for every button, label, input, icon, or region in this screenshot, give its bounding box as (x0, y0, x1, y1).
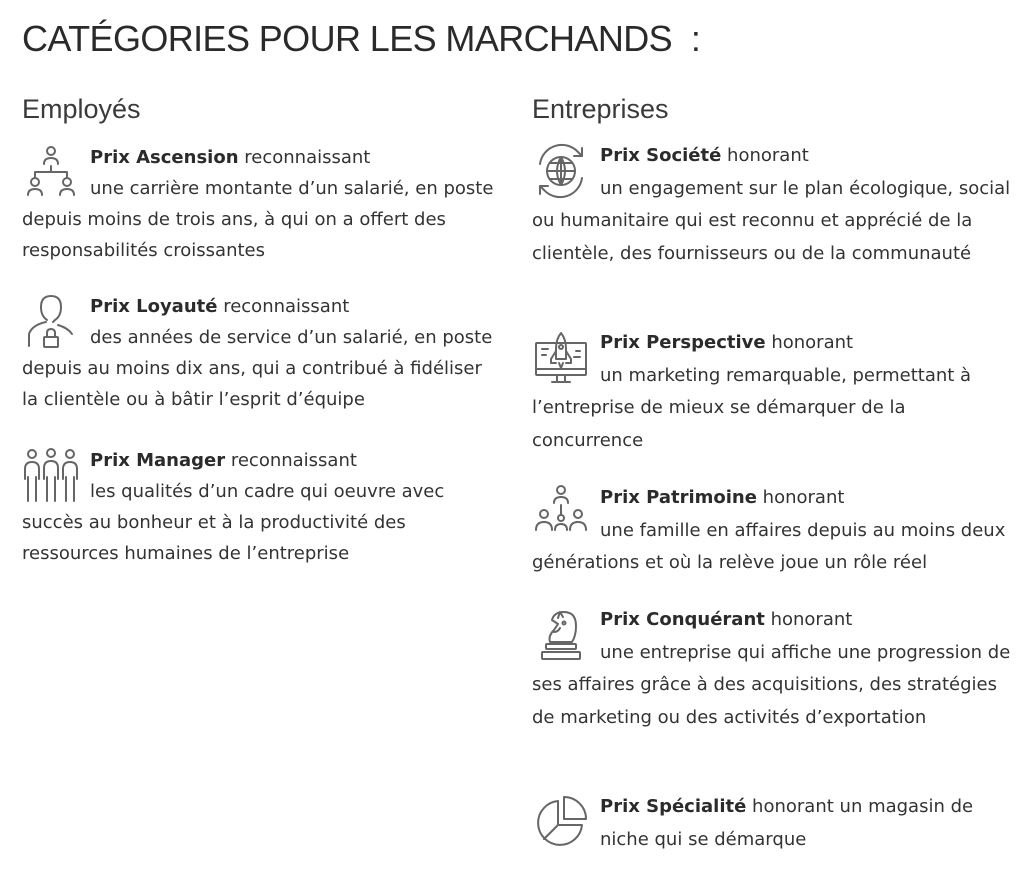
prize-ascension (22, 142, 497, 266)
globe-cycle-icon (532, 142, 592, 200)
prize-name: Prix Société (600, 145, 722, 166)
prize-description: une famille en affaires depuis au moins deux générations et où la relève joue un rôle réel (532, 519, 1006, 573)
page-title: CATÉGORIES POUR LES MARCHANDS : (22, 18, 701, 59)
pie-chart-icon (532, 793, 592, 851)
prize-loyaute (22, 291, 497, 415)
prize-name: Prix Perspective (600, 332, 766, 353)
prize-description: un engagement sur le plan écologique, social ou humanitaire qui est reconnu et apprécié de la clientèle, des fournisseurs ou de la communauté (532, 177, 1011, 264)
prize-description: une entreprise qui affiche une progression de ses affaires grâce à des acquisitions, des stratégies de marketing ou des activités d’exportation (532, 641, 1011, 728)
employes-heading: Employés (22, 94, 141, 124)
prize-description: des années de service d’un salarié, en poste depuis au moins dix ans, qui a contribué à fidéliser la clientèle ou à bâtir l’esprit d’équipe (22, 327, 493, 410)
prize-patrimoine (532, 482, 1012, 580)
prize-description: une carrière montante d’un salarié, en poste depuis moins de trois ans, à qui on a offert des responsabilités croissantes (22, 178, 494, 261)
prize-name: Prix Spécialité (600, 796, 747, 817)
prize-name: Prix Conquérant (600, 609, 765, 630)
prize-perspective (532, 327, 1012, 457)
prize-verb: reconnaissant (244, 147, 371, 168)
prize-name: Prix Loyauté (90, 296, 218, 317)
prize-conquerant (532, 604, 1012, 734)
entreprises-heading: Entreprises (532, 94, 669, 124)
person-lock-icon (22, 293, 82, 351)
prize-description: un magasin de niche qui se démarque (600, 796, 974, 850)
prize-name: Prix Patrimoine (600, 487, 757, 508)
prize-manager (22, 445, 497, 569)
prize-name: Prix Manager (90, 450, 226, 471)
prize-verb: honorant (727, 145, 809, 166)
prize-verb: honorant (752, 796, 834, 817)
family-tree-icon (532, 484, 592, 542)
prize-verb: honorant (770, 609, 853, 630)
team-icon (22, 447, 82, 505)
prize-societe (532, 140, 1012, 270)
hierarchy-icon (22, 144, 82, 202)
prize-specialite (532, 791, 1012, 856)
prize-verb: reconnaissant (223, 296, 350, 317)
prize-verb: honorant (771, 332, 854, 353)
employes-column (22, 92, 497, 564)
chess-knight-icon (532, 606, 592, 664)
prize-verb: reconnaissant (230, 450, 357, 471)
monitor-rocket-icon (532, 329, 592, 387)
entreprises-column (532, 92, 1012, 850)
prize-description: un marketing remarquable, permettant à l’entreprise de mieux se démarquer de la concurrence (532, 364, 972, 451)
prize-description: les qualités d’un cadre qui oeuvre avec succès au bonheur et à la productivité des ressources humaines de l’entreprise (22, 481, 445, 564)
prize-name: Prix Ascension (90, 147, 239, 168)
prize-verb: honorant (762, 487, 845, 508)
